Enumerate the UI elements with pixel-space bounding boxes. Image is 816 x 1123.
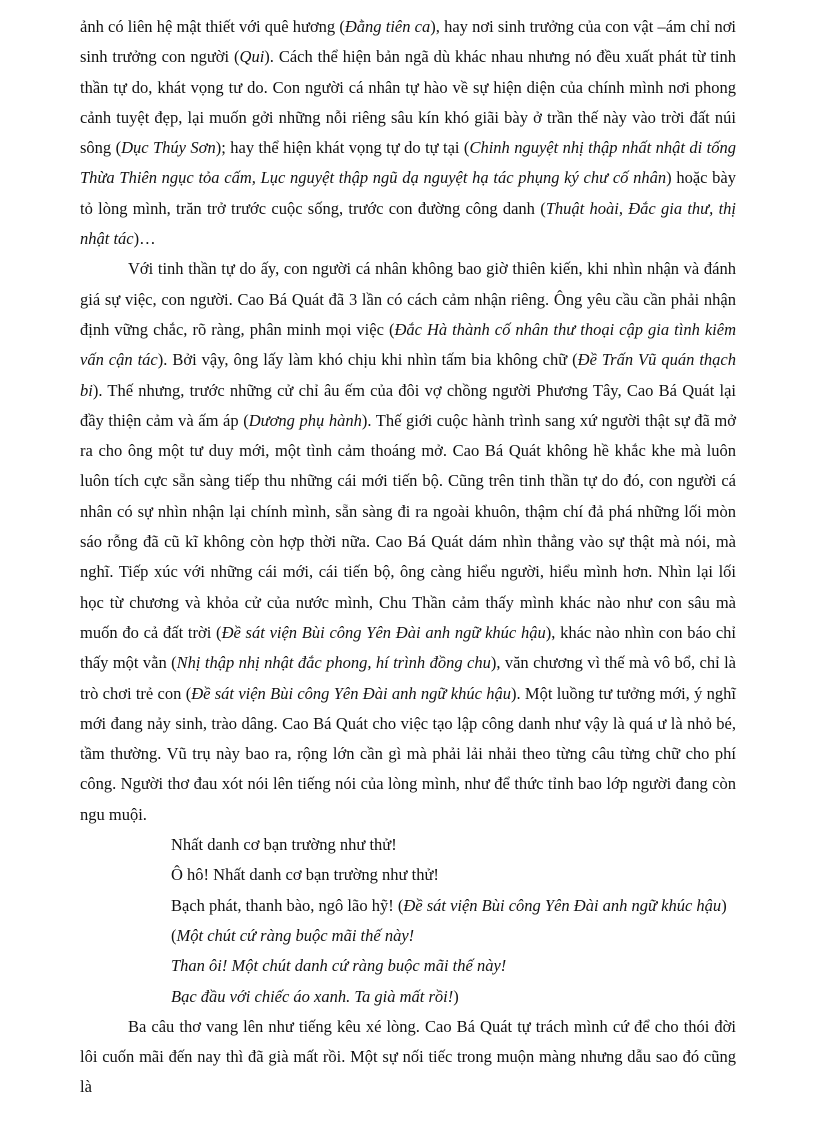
poem-line-4: [171, 921, 736, 951]
work-title: Chinh nguyệt nhị thập nhất nhật di tống Thừa Thiên ngục tỏa cấm, Lục nguyệt thập ngũ dạ nguyệt hạ tác phụng ký chư cố nhân: [80, 138, 736, 188]
text-run: ); hay thể hiện khát vọng tự do tự tại (: [215, 138, 470, 158]
text-run: ), văn chương vì thế mà vô bổ, chỉ là trò chơi trẻ con (: [80, 653, 737, 703]
text-run: ). Một luồng tư tưởng mới, ý nghĩ mới đang nảy sinh, trào dâng. Cao Bá Quát cho việc tạo lập công danh như vậy là quá ư là nhỏ bé, tầm thường. Vũ trụ này bao ra, rộng lớn cần gì mà phải lải nhải theo từng câu từng chữ cho phí công. Người thơ đau xót nói lên tiếng nói của lòng mình, như để thức tỉnh bao lớp người đang còn ngu muội.: [80, 683, 737, 824]
work-title: Đắc Hà thành cố nhân thư thoại cập gia tình kiêm vấn cận tác: [80, 319, 736, 370]
text-run: ). Thế giới cuộc hành trình sang xứ người thật sự đã mở ra cho ông một tư duy mới, một tình cảm thoáng mở. Cao Bá Quát không hề khắc khe mà luôn luôn tích cực sẵn sàng tiếp thu những cái mới tiến bộ. Cũng trên tinh thần tự do đó, con người cá nhân có sự nhìn nhận lại chính mình, sẵn sàng đi ra ngoài khuôn, thậm chí đả phá những lối mòn sáo rỗng đã cũ kĩ không còn hợp thời nữa. Cao Bá Quát dám nhìn thẳng vào sự thật mà nói, mà nghĩ. Tiếp xúc với những cái mới, cái tiến bộ, ông càng hiểu người, hiểu mình hơn. Nhìn lại lối học từ chương và khỏa cử của nước mình, Chu Thần cảm thấy mình khác nào như con sâu mà muốn đo cả đất trời (: [80, 410, 736, 642]
text-run: ). Cách thể hiện bản ngã dù khác nhau nhưng nó đều xuất phát từ tinh thần tự do, khát vọng tư do. Con người cá nhân tự hào về sự hiện diện của chính mình nơi phong cảnh tuyệt đẹp, lại muốn gởi những nỗi riêng sâu kín khó giãi bày ở trần thế này vào trời đất núi sông (: [80, 47, 736, 158]
text-run: ảnh có liên hệ mật thiết với quê hương (: [80, 17, 345, 36]
text-run: Với tinh thần tự do ấy, con người cá nhân không bao giờ thiên kiến, khi nhìn nhận và đánh giá sự việc, con người. Cao Bá Quát đã 3 lần có cách cảm nhận riêng. Ông yêu cầu cần phải nhận định vững chắc, rõ ràng, phân minh mọi việc (: [80, 259, 736, 339]
work-title: Đề Trấn Vũ quán thạch bi: [80, 350, 736, 400]
work-title: Nhị thập nhị nhật đắc phong, hí trình đồng chu: [176, 653, 491, 673]
paragraph-1: [80, 12, 736, 254]
poem-translation-line-1: Một chút cứ ràng buộc mãi thế này!: [176, 925, 415, 945]
work-title: Đằng tiên ca: [344, 17, 431, 36]
poem-line-6: [171, 982, 736, 1012]
work-title: Đề sát viện Bùi công Yên Đài anh ngữ khúc hậu: [221, 622, 546, 642]
poem-line-1: Nhất danh cơ bạn trường như thử!: [171, 835, 397, 855]
poem-line-5: Than ôi! Một chút danh cứ ràng buộc mãi thế này!: [171, 956, 507, 976]
poem-line-2: Ô hô! Nhất danh cơ bạn trường như thử!: [171, 865, 439, 885]
work-title: Dương phụ hành: [248, 410, 362, 430]
text-run: ). Bởi vậy, ông lấy làm khó chịu khi nhìn tấm bia không chữ (: [157, 350, 578, 370]
work-title: Đề sát viện Bùi công Yên Đài anh ngữ khúc hậu: [191, 683, 511, 703]
paragraph-2: [80, 254, 736, 830]
poem-line-3-end: ): [721, 895, 727, 915]
work-title: Thuật hoài, Đắc gia thư, thị nhật tác: [80, 198, 736, 249]
poem-translation-line-3: Bạc đầu với chiếc áo xanh. Ta già mất rồi!: [171, 986, 454, 1006]
text-run: )…: [133, 229, 156, 249]
poem-translation-close: ): [453, 986, 459, 1006]
text-run: ) hoặc bày tỏ lòng mình, trăn trở trước cuộc sống, trước con đường công danh (: [80, 168, 736, 218]
paragraph-3: [80, 1012, 736, 1103]
poem-quote: [80, 830, 736, 1012]
poem-line-3-text: Bạch phát, thanh bào, ngô lão hỹ! (: [171, 895, 404, 915]
work-title: Qui: [239, 47, 265, 67]
work-title: Dục Thúy Sơn: [121, 138, 216, 158]
text-run: ), hay nơi sinh trưởng của con vật –ám chỉ nơi sinh trưởng con người (: [80, 17, 737, 67]
text-run: ), khác nào nhìn con báo chỉ thấy một vằn (: [80, 622, 736, 673]
text-run: Ba câu thơ vang lên như tiếng kêu xé lòng. Cao Bá Quát tự trách mình cứ để cho thói đời lôi cuốn mãi đến nay thì đã già mất rồi. Một sự nối tiếc trong muộn màng nhưng dẫu sao đó cũng là: [80, 1016, 736, 1097]
poem-source-title: Đề sát viện Bùi công Yên Đài anh ngữ khúc hậu: [403, 895, 722, 915]
poem-line-3: [171, 891, 736, 921]
poem-translation-open: (: [171, 925, 177, 945]
text-run: ). Thế nhưng, trước những cử chỉ âu ếm của đôi vợ chồng người Phương Tây, Cao Bá Quát lại đầy thiện cảm và ấm áp (: [80, 380, 736, 430]
document-page: [80, 12, 736, 1103]
